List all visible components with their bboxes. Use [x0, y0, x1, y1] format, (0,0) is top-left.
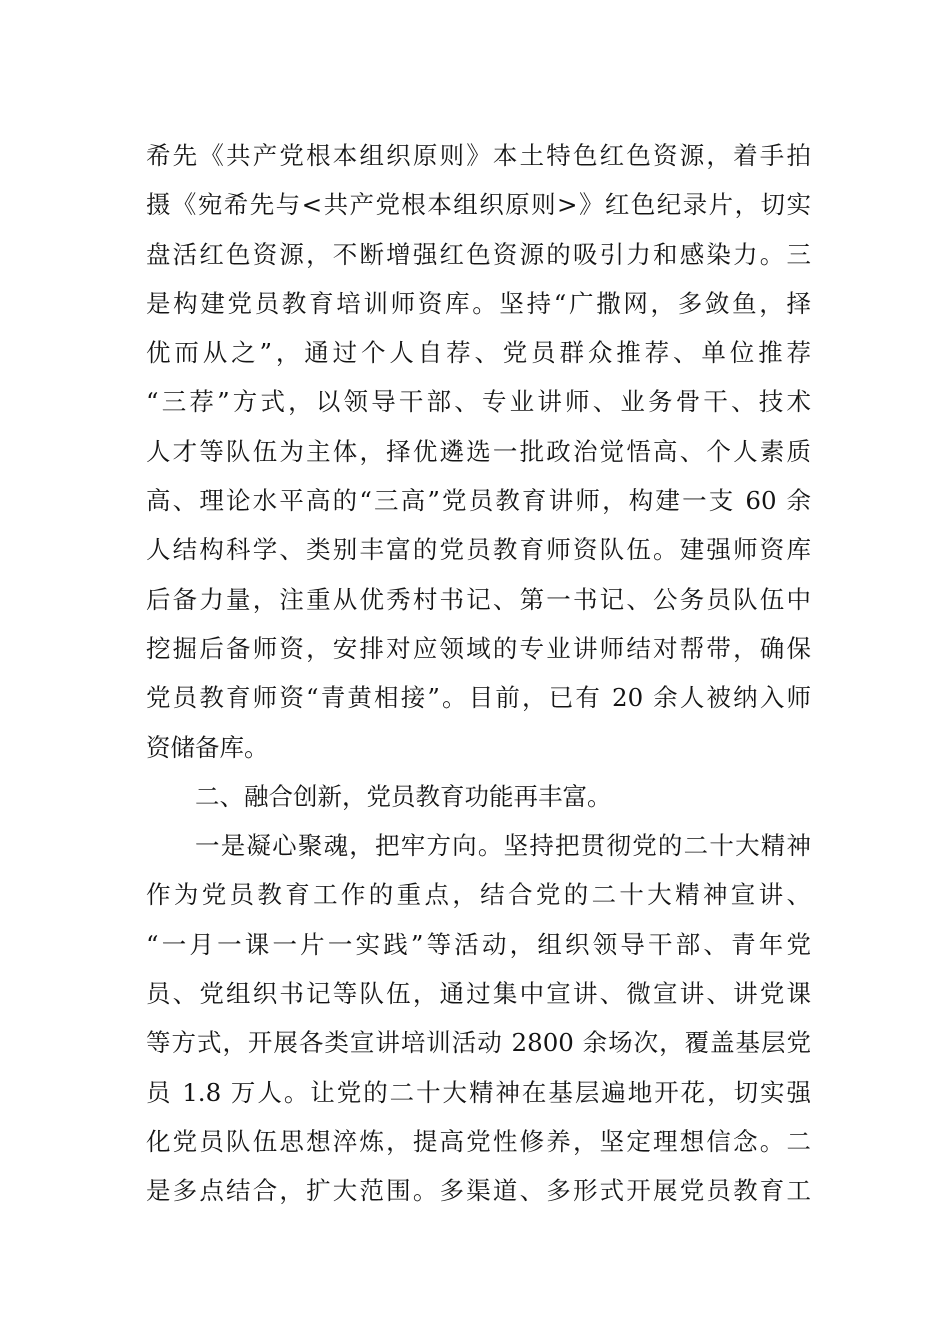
text-line-19: 等方式，开展各类宣讲培训活动 2800 余场次，覆盖基层党 [146, 1028, 811, 1058]
text-line-12: 党员教育师资“青黄相接”。目前，已有 20 余人被纳入师 [146, 683, 811, 713]
text-line-7: 人才等队伍为主体，择优遴选一批政治觉悟高、个人素质 [146, 436, 811, 466]
text-line-13: 资储备库。 [146, 732, 269, 762]
text-line-5: 优而从之”，通过个人自荐、党员群众推荐、单位推荐 [146, 338, 811, 368]
text-line-21: 化党员队伍思想淬炼，提高党性修养，坚定理想信念。二 [146, 1126, 811, 1156]
text-line-6: “三荐”方式，以领导干部、专业讲师、业务骨干、技术 [146, 387, 811, 417]
text-line-3: 盘活红色资源，不断增强红色资源的吸引力和感染力。三 [146, 239, 811, 269]
text-line-22: 是多点结合，扩大范围。多渠道、多形式开展党员教育工 [146, 1176, 811, 1206]
text-line-10: 后备力量，注重从优秀村书记、第一书记、公务员队伍中 [146, 584, 811, 614]
text-line-1: 希先《共产党根本组织原则》本土特色红色资源，着手拍 [146, 141, 811, 170]
text-line-16: 作为党员教育工作的重点，结合党的二十大精神宣讲、 [146, 880, 811, 910]
section-heading: 二、融合创新，党员教育功能再丰富。 [195, 781, 612, 811]
text-line-15: 一是凝心聚魂，把牢方向。坚持把贯彻党的二十大精神 [195, 831, 811, 861]
text-line-4: 是构建党员教育培训师资库。坚持“广撒网，多敛鱼，择 [146, 288, 811, 318]
text-line-11: 挖掘后备师资，安排对应领域的专业讲师结对帮带，确保 [146, 633, 811, 663]
text-line-18: 员、党组织书记等队伍，通过集中宣讲、微宣讲、讲党课 [146, 979, 811, 1009]
document-body [146, 131, 811, 1216]
text-line-8: 高、理论水平高的“三高”党员教育讲师，构建一支 60 余 [146, 486, 811, 516]
text-line-20: 员 1.8 万人。让党的二十大精神在基层遍地开花，切实强 [146, 1077, 811, 1107]
text-line-9: 人结构科学、类别丰富的党员教育师资队伍。建强师资库 [146, 535, 811, 565]
text-line-2: 摄《宛希先与<共产党根本组织原则>》红色纪录片，切实 [146, 190, 811, 220]
text-line-17: “一月一课一片一实践”等活动，组织领导干部、青年党 [146, 929, 811, 959]
